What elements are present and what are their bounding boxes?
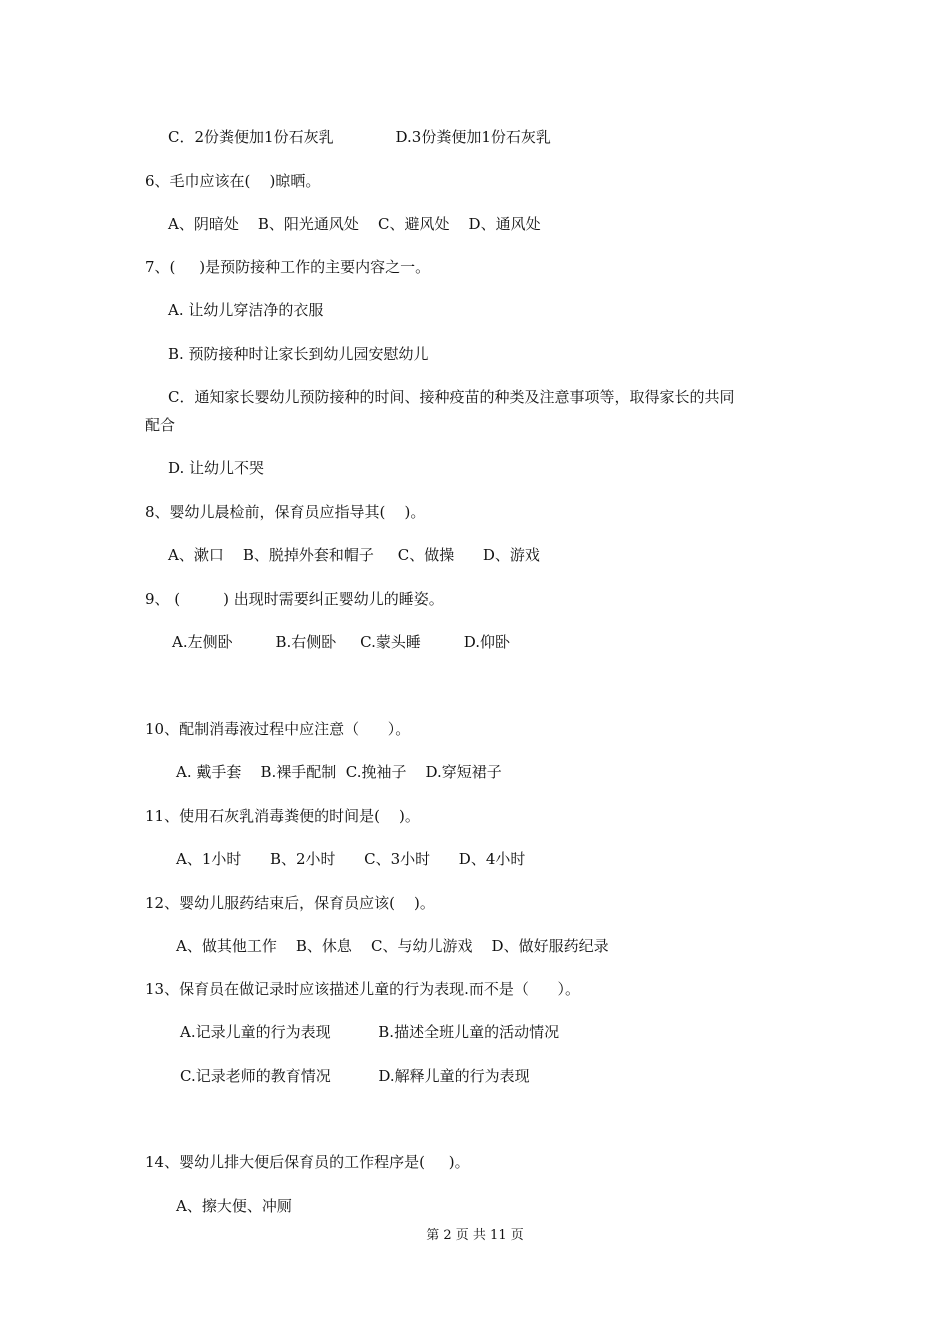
question-10: 10、配制消毒液过程中应注意（ ）。 [145, 720, 411, 738]
question-7-option-c: C．通知家长婴幼儿预防接种的时间、接种疫苗的种类及注意事项等，取得家长的共同 [168, 388, 735, 406]
question-7: 7、( )是预防接种工作的主要内容之一。 [145, 258, 431, 276]
question-13-options-ab: A.记录儿童的行为表现 B.描述全班儿童的活动情况 [180, 1023, 560, 1041]
question-7-option-a: A. 让幼儿穿洁净的衣服 [168, 301, 324, 319]
question-7-option-c-continued: 配合 [145, 416, 176, 434]
page-number-footer: 第 2 页 共 11 页 [426, 1228, 524, 1243]
question-14: 14、婴幼儿排大便后保育员的工作程序是( )。 [145, 1153, 470, 1171]
question-11-options: A、1小时 B、2小时 C、3小时 D、4小时 [176, 850, 526, 868]
question-8-options: A、漱口 B、脱掉外套和帽子 C、做操 D、游戏 [168, 546, 540, 564]
question-10-options: A. 戴手套 B.裸手配制 C.挽袖子 D.穿短裙子 [176, 763, 502, 781]
question-12-options: A、做其他工作 B、休息 C、与幼儿游戏 D、做好服药纪录 [176, 937, 609, 955]
question-6-options: A、阴暗处 B、阳光通风处 C、避风处 D、通风处 [168, 215, 541, 233]
question-8: 8、婴幼儿晨检前，保育员应指导其( )。 [145, 503, 426, 521]
question-13: 13、保育员在做记录时应该描述儿童的行为表现.而不是（ ）。 [145, 980, 580, 998]
question-13-options-cd: C.记录老师的教育情况 D.解释儿童的行为表现 [180, 1067, 530, 1085]
question-12: 12、婴幼儿服药结束后，保育员应该( )。 [145, 894, 435, 912]
question-14-option-a: A、擦大便、冲厕 [176, 1197, 292, 1215]
question-11: 11、使用石灰乳消毒粪便的时间是( )。 [145, 807, 420, 825]
question-6: 6、毛巾应该在( )晾晒。 [145, 172, 321, 190]
question-9-options: A.左侧卧 B.右侧卧 C.蒙头睡 D.仰卧 [172, 633, 511, 651]
question-9: 9、 ( ) 出现时需要纠正婴幼儿的睡姿。 [145, 590, 444, 608]
q5-options-cd: C．2份粪便加1份石灰乳 D.3份粪便加1份石灰乳 [168, 128, 551, 146]
question-7-option-b: B. 预防接种时让家长到幼儿园安慰幼儿 [168, 345, 429, 363]
question-7-option-d: D. 让幼儿不哭 [168, 459, 265, 477]
